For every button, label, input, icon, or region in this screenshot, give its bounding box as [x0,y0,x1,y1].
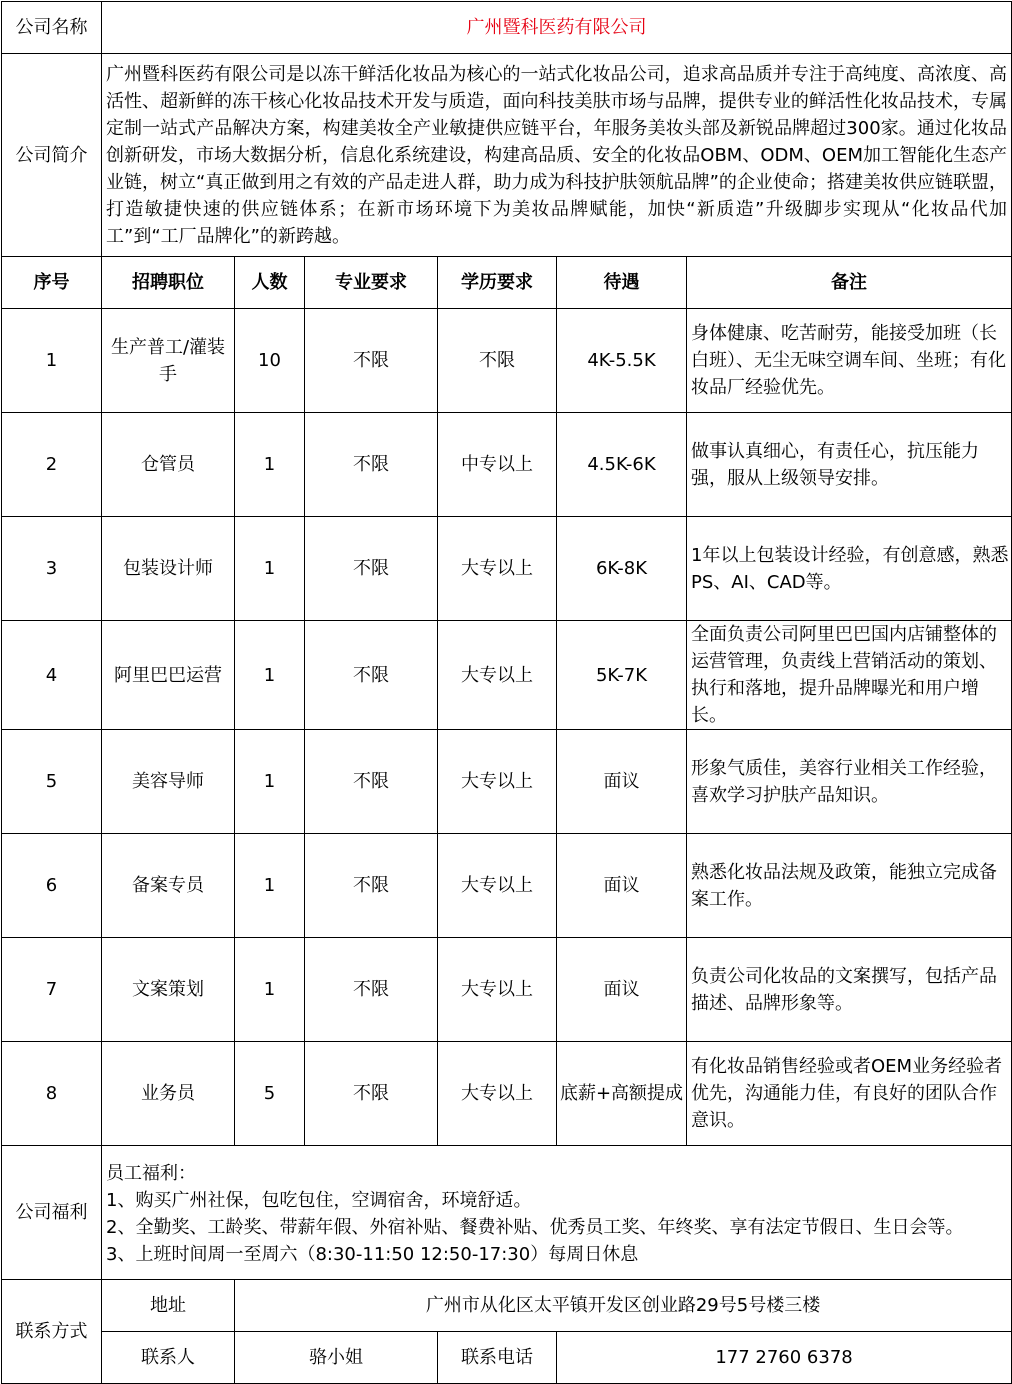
table-row [2,621,1012,730]
job-title: 仓管员 [102,413,235,517]
job-no: 1 [2,309,102,413]
phone-value: 177 2760 6378 [557,1332,1012,1384]
job-education: 大专以上 [438,1042,557,1146]
contact-person-label: 联系人 [102,1332,235,1384]
job-note: 形象气质佳，美容行业相关工作经验，喜欢学习护肤产品知识。 [687,730,1012,834]
header-position: 招聘职位 [102,257,235,309]
benefits-content [102,1146,1012,1280]
benefits-row [2,1146,1012,1280]
job-note: 身体健康、吃苦耐劳，能接受加班（长白班）、无尘无味空调车间、坐班；有化妆品厂经验优先。 [687,309,1012,413]
job-note: 1年以上包装设计经验，有创意感，熟悉PS、AI、CAD等。 [687,517,1012,621]
job-major: 不限 [305,834,438,938]
job-count: 1 [235,834,305,938]
job-no: 7 [2,938,102,1042]
table-row [2,413,1012,517]
job-pay: 面议 [557,938,687,1042]
table-row [2,517,1012,621]
job-title: 美容导师 [102,730,235,834]
table-row [2,938,1012,1042]
contact-person-value: 骆小姐 [235,1332,438,1384]
job-education: 不限 [438,309,557,413]
job-no: 8 [2,1042,102,1146]
table-row [2,1042,1012,1146]
job-no: 6 [2,834,102,938]
job-note: 熟悉化妆品法规及政策，能独立完成备案工作。 [687,834,1012,938]
job-pay: 4.5K-6K [557,413,687,517]
job-note: 做事认真细心，有责任心，抗压能力强，服从上级领导安排。 [687,413,1012,517]
job-major: 不限 [305,517,438,621]
job-title: 阿里巴巴运营 [102,621,235,730]
job-no: 5 [2,730,102,834]
job-major: 不限 [305,1042,438,1146]
company-intro-label: 公司简介 [2,54,102,257]
header-notes: 备注 [687,257,1012,309]
job-education: 大专以上 [438,938,557,1042]
job-pay: 6K-8K [557,517,687,621]
company-name-label: 公司名称 [2,2,102,54]
table-row [2,730,1012,834]
job-education: 大专以上 [438,730,557,834]
job-count: 1 [235,730,305,834]
header-no: 序号 [2,257,102,309]
job-no: 4 [2,621,102,730]
header-pay: 待遇 [557,257,687,309]
company-intro-text: 广州暨科医药有限公司是以冻干鲜活化妆品为核心的一站式化妆品公司，追求高品质并专注于高纯度、高浓度、高活性、超新鲜的冻干核心化妆品技术开发与质造，面向科技美肤市场与品牌，提供专业的鲜活性化妆品技术，专属定制一站式产品解决方案，构建美妆全产业敏捷供应链平台，年服务美妆头部及新锐品牌超过300家。通过化妆品创新研发，市场大数据分析，信息化系统建设，构建高品质、安全的化妆品OBM、ODM、OEM加工智能化生态产业链，树立“真正做到用之有效的产品走进人群，助力成为科技护肤领航品牌”的企业使命；搭建美妆供应链联盟，打造敏捷快速的供应链体系；在新市场环境下为美妆品牌赋能，加快“新质造”升级脚步实现从“化妆品代加工”到“工厂品牌化”的新跨越。 [102,54,1012,257]
job-education: 大专以上 [438,621,557,730]
job-major: 不限 [305,309,438,413]
job-note: 负责公司化妆品的文案撰写，包括产品描述、品牌形象等。 [687,938,1012,1042]
table-header-row [2,257,1012,309]
job-title: 生产普工/灌装手 [102,309,235,413]
contact-person-row [2,1332,1012,1384]
benefits-title: 员工福利： [106,1162,196,1184]
company-intro-row [2,54,1012,257]
benefit-item: 2、全勤奖、工龄奖、带薪年假、外宿补贴、餐费补贴、优秀员工奖、年终奖、享有法定节假日、生日会等。 [106,1216,964,1238]
job-title: 文案策划 [102,938,235,1042]
header-count: 人数 [235,257,305,309]
job-title: 业务员 [102,1042,235,1146]
benefit-item: 1、购买广州社保，包吃包住，空调宿舍，环境舒适。 [106,1189,532,1211]
job-no: 2 [2,413,102,517]
header-major: 专业要求 [305,257,438,309]
header-education: 学历要求 [438,257,557,309]
company-name-row [2,2,1012,54]
phone-label: 联系电话 [438,1332,557,1384]
address-label: 地址 [102,1280,235,1332]
job-major: 不限 [305,621,438,730]
job-no: 3 [2,517,102,621]
job-major: 不限 [305,413,438,517]
table-row [2,834,1012,938]
job-pay: 4K-5.5K [557,309,687,413]
job-education: 大专以上 [438,517,557,621]
job-note: 有化妆品销售经验或者OEM业务经验者优先，沟通能力佳，有良好的团队合作意识。 [687,1042,1012,1146]
job-education: 大专以上 [438,834,557,938]
job-pay: 底薪+高额提成 [557,1042,687,1146]
job-pay: 面议 [557,730,687,834]
job-count: 1 [235,517,305,621]
job-education: 中专以上 [438,413,557,517]
contact-label: 联系方式 [2,1280,102,1384]
company-name: 广州暨科医药有限公司 [102,2,1012,54]
job-count: 1 [235,938,305,1042]
job-title: 包装设计师 [102,517,235,621]
contact-address-row [2,1280,1012,1332]
benefits-label: 公司福利 [2,1146,102,1280]
job-major: 不限 [305,730,438,834]
job-title: 备案专员 [102,834,235,938]
benefit-item: 3、上班时间周一至周六（8:30-11:50 12:50-17:30）每周日休息 [106,1243,639,1265]
table-row [2,309,1012,413]
job-pay: 5K-7K [557,621,687,730]
recruitment-table [1,1,1012,1384]
job-count: 1 [235,621,305,730]
job-count: 1 [235,413,305,517]
job-note: 全面负责公司阿里巴巴国内店铺整体的运营管理，负责线上营销活动的策划、执行和落地，提升品牌曝光和用户增长。 [687,621,1012,730]
job-pay: 面议 [557,834,687,938]
job-count: 10 [235,309,305,413]
job-count: 5 [235,1042,305,1146]
address-value: 广州市从化区太平镇开发区创业路29号5号楼三楼 [235,1280,1012,1332]
job-major: 不限 [305,938,438,1042]
